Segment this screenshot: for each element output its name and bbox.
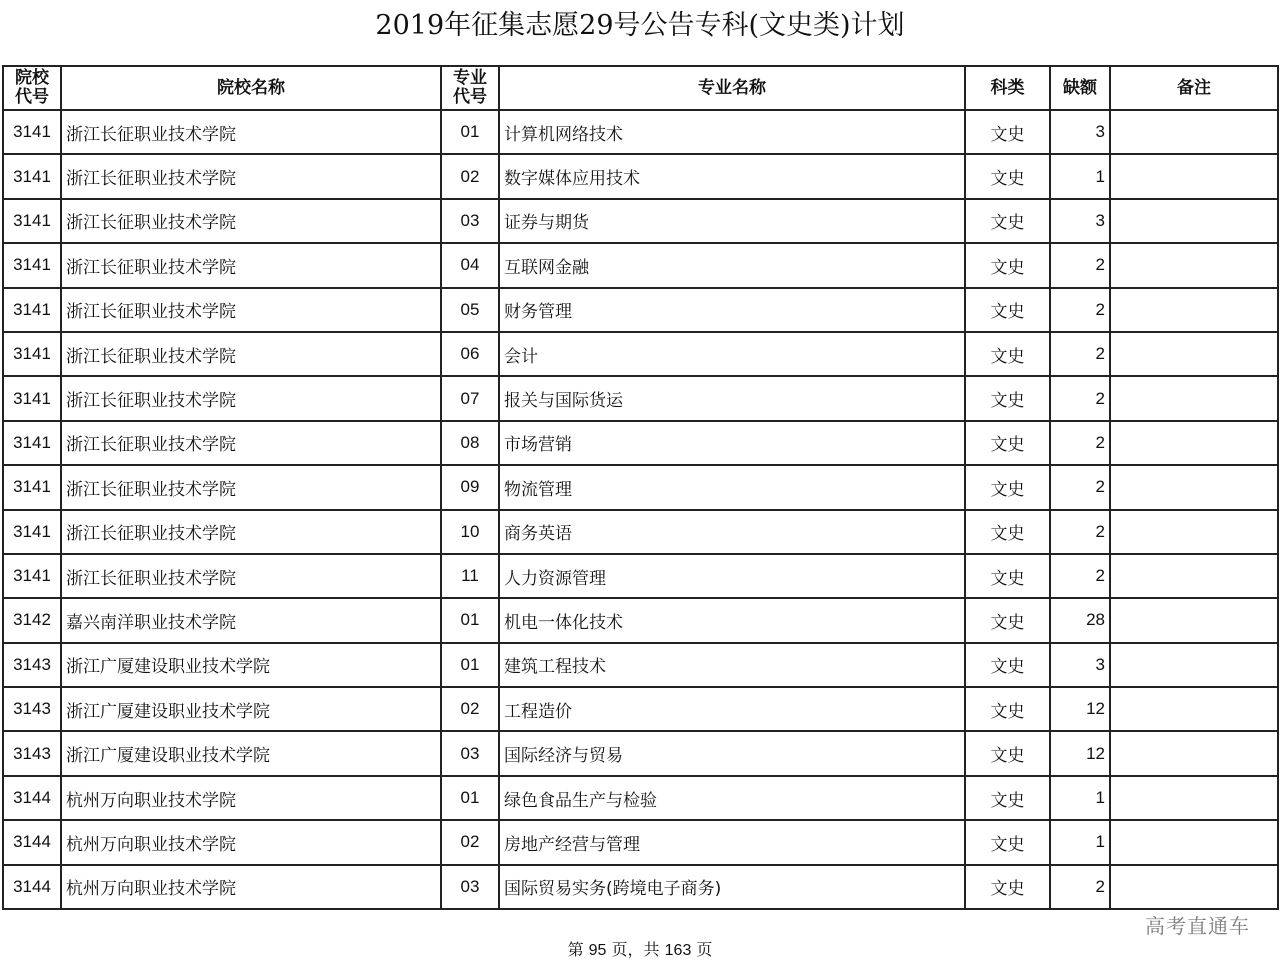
- cell-school-code: 3141: [3, 554, 61, 598]
- cell-school-name: 浙江广厦建设职业技术学院: [61, 687, 441, 731]
- cell-major-name: 市场营销: [499, 421, 965, 465]
- cell-school-name: 杭州万向职业技术学院: [61, 776, 441, 820]
- header-major-code-line1: 专业: [453, 68, 487, 88]
- cell-major-code: 05: [441, 288, 499, 332]
- cell-school-name: 浙江长征职业技术学院: [61, 110, 441, 154]
- cell-school-name: 浙江广厦建设职业技术学院: [61, 643, 441, 687]
- cell-major-name: 计算机网络技术: [499, 110, 965, 154]
- cell-remarks: [1110, 421, 1278, 465]
- cell-major-code: 02: [441, 154, 499, 198]
- cell-school-code: 3141: [3, 510, 61, 554]
- cell-quota: 2: [1050, 510, 1110, 554]
- plan-table: [2, 65, 1279, 910]
- cell-school-code: 3144: [3, 865, 61, 909]
- cell-category: 文史: [965, 510, 1050, 554]
- table-row: [3, 643, 1278, 687]
- cell-major-name: 互联网金融: [499, 243, 965, 287]
- cell-major-code: 10: [441, 510, 499, 554]
- cell-school-name: 浙江长征职业技术学院: [61, 288, 441, 332]
- cell-quota: 2: [1050, 332, 1110, 376]
- cell-school-name: 浙江长征职业技术学院: [61, 554, 441, 598]
- cell-remarks: [1110, 465, 1278, 509]
- cell-quota: 1: [1050, 776, 1110, 820]
- cell-school-code: 3143: [3, 643, 61, 687]
- cell-major-code: 02: [441, 687, 499, 731]
- cell-school-code: 3141: [3, 288, 61, 332]
- cell-major-code: 08: [441, 421, 499, 465]
- cell-major-name: 机电一体化技术: [499, 598, 965, 642]
- cell-category: 文史: [965, 598, 1050, 642]
- cell-category: 文史: [965, 776, 1050, 820]
- cell-major-code: 06: [441, 332, 499, 376]
- cell-school-name: 浙江长征职业技术学院: [61, 154, 441, 198]
- cell-major-code: 11: [441, 554, 499, 598]
- table-row: [3, 465, 1278, 509]
- cell-school-code: 3144: [3, 776, 61, 820]
- cell-school-name: 浙江长征职业技术学院: [61, 510, 441, 554]
- cell-quota: 1: [1050, 820, 1110, 864]
- cell-category: 文史: [965, 465, 1050, 509]
- table-row: [3, 288, 1278, 332]
- cell-quota: 2: [1050, 865, 1110, 909]
- cell-remarks: [1110, 243, 1278, 287]
- cell-school-code: 3141: [3, 199, 61, 243]
- table-row: [3, 376, 1278, 420]
- table-row: [3, 598, 1278, 642]
- cell-major-name: 证券与期货: [499, 199, 965, 243]
- table-row: [3, 820, 1278, 864]
- table-row: [3, 243, 1278, 287]
- cell-school-code: 3141: [3, 154, 61, 198]
- cell-school-name: 嘉兴南洋职业技术学院: [61, 598, 441, 642]
- cell-remarks: [1110, 376, 1278, 420]
- cell-school-code: 3144: [3, 820, 61, 864]
- cell-school-code: 3141: [3, 421, 61, 465]
- cell-major-name: 会计: [499, 332, 965, 376]
- cell-major-code: 07: [441, 376, 499, 420]
- cell-school-code: 3141: [3, 243, 61, 287]
- cell-category: 文史: [965, 243, 1050, 287]
- cell-category: 文史: [965, 376, 1050, 420]
- cell-major-name: 国际经济与贸易: [499, 731, 965, 775]
- cell-quota: 12: [1050, 731, 1110, 775]
- cell-school-code: 3141: [3, 465, 61, 509]
- cell-major-code: 01: [441, 776, 499, 820]
- cell-school-name: 浙江广厦建设职业技术学院: [61, 731, 441, 775]
- cell-major-name: 国际贸易实务(跨境电子商务): [499, 865, 965, 909]
- cell-major-name: 报关与国际货运: [499, 376, 965, 420]
- table-row: [3, 110, 1278, 154]
- header-category: 科类: [965, 66, 1050, 110]
- table-row: [3, 865, 1278, 909]
- cell-school-name: 浙江长征职业技术学院: [61, 465, 441, 509]
- cell-school-name: 浙江长征职业技术学院: [61, 376, 441, 420]
- header-school-code-line2: 代号: [15, 87, 49, 107]
- cell-category: 文史: [965, 332, 1050, 376]
- table-row: [3, 776, 1278, 820]
- table-row: [3, 421, 1278, 465]
- cell-major-name: 物流管理: [499, 465, 965, 509]
- cell-remarks: [1110, 598, 1278, 642]
- footer-total-pages: 163: [664, 942, 692, 959]
- cell-category: 文史: [965, 643, 1050, 687]
- cell-remarks: [1110, 554, 1278, 598]
- cell-quota: 2: [1050, 288, 1110, 332]
- cell-category: 文史: [965, 288, 1050, 332]
- cell-remarks: [1110, 199, 1278, 243]
- cell-quota: 2: [1050, 376, 1110, 420]
- cell-category: 文史: [965, 421, 1050, 465]
- table-row: [3, 687, 1278, 731]
- footer-middle: 页，共: [606, 940, 665, 959]
- cell-major-name: 商务英语: [499, 510, 965, 554]
- cell-school-code: 3141: [3, 332, 61, 376]
- cell-school-code: 3143: [3, 731, 61, 775]
- table-header: [3, 66, 1278, 110]
- cell-category: 文史: [965, 820, 1050, 864]
- cell-quota: 12: [1050, 687, 1110, 731]
- table-row: [3, 332, 1278, 376]
- cell-school-name: 杭州万向职业技术学院: [61, 820, 441, 864]
- cell-major-name: 数字媒体应用技术: [499, 154, 965, 198]
- cell-quota: 2: [1050, 421, 1110, 465]
- cell-major-code: 09: [441, 465, 499, 509]
- cell-major-code: 04: [441, 243, 499, 287]
- header-school-code: [3, 66, 61, 110]
- cell-major-name: 建筑工程技术: [499, 643, 965, 687]
- cell-remarks: [1110, 865, 1278, 909]
- cell-quota: 3: [1050, 643, 1110, 687]
- table-body: [3, 110, 1278, 909]
- cell-remarks: [1110, 154, 1278, 198]
- header-major-code: [441, 66, 499, 110]
- header-major-name: 专业名称: [499, 66, 965, 110]
- cell-major-name: 房地产经营与管理: [499, 820, 965, 864]
- header-major-code-line2: 代号: [453, 87, 487, 107]
- cell-major-code: 01: [441, 110, 499, 154]
- cell-major-code: 01: [441, 643, 499, 687]
- cell-quota: 2: [1050, 554, 1110, 598]
- cell-school-name: 浙江长征职业技术学院: [61, 243, 441, 287]
- cell-remarks: [1110, 510, 1278, 554]
- cell-remarks: [1110, 643, 1278, 687]
- cell-major-code: 01: [441, 598, 499, 642]
- footer-prefix: 第: [567, 940, 589, 959]
- cell-quota: 1: [1050, 154, 1110, 198]
- cell-major-code: 03: [441, 731, 499, 775]
- cell-category: 文史: [965, 110, 1050, 154]
- header-row: [3, 66, 1278, 110]
- cell-quota: 28: [1050, 598, 1110, 642]
- cell-school-code: 3143: [3, 687, 61, 731]
- cell-school-name: 杭州万向职业技术学院: [61, 865, 441, 909]
- cell-school-name: 浙江长征职业技术学院: [61, 199, 441, 243]
- cell-quota: 2: [1050, 243, 1110, 287]
- header-quota: 缺额: [1050, 66, 1110, 110]
- page-title: 2019年征集志愿29号公告专科(文史类)计划: [375, 10, 905, 41]
- cell-category: 文史: [965, 687, 1050, 731]
- cell-major-name: 财务管理: [499, 288, 965, 332]
- header-school-name: 院校名称: [61, 66, 441, 110]
- cell-quota: 3: [1050, 199, 1110, 243]
- cell-major-name: 绿色食品生产与检验: [499, 776, 965, 820]
- header-remarks: 备注: [1110, 66, 1278, 110]
- table-row: [3, 199, 1278, 243]
- cell-category: 文史: [965, 865, 1050, 909]
- table-row: [3, 510, 1278, 554]
- cell-remarks: [1110, 288, 1278, 332]
- cell-school-code: 3141: [3, 110, 61, 154]
- cell-remarks: [1110, 110, 1278, 154]
- cell-school-name: 浙江长征职业技术学院: [61, 332, 441, 376]
- page-footer: [0, 937, 1280, 960]
- cell-major-code: 03: [441, 199, 499, 243]
- cell-major-name: 人力资源管理: [499, 554, 965, 598]
- cell-quota: 2: [1050, 465, 1110, 509]
- cell-category: 文史: [965, 199, 1050, 243]
- cell-major-code: 03: [441, 865, 499, 909]
- cell-remarks: [1110, 332, 1278, 376]
- cell-remarks: [1110, 820, 1278, 864]
- cell-category: 文史: [965, 731, 1050, 775]
- cell-category: 文史: [965, 554, 1050, 598]
- cell-remarks: [1110, 731, 1278, 775]
- table-row: [3, 731, 1278, 775]
- table-row: [3, 154, 1278, 198]
- footer-suffix: 页: [691, 940, 713, 959]
- footer-page-number: 95: [588, 942, 607, 959]
- cell-remarks: [1110, 776, 1278, 820]
- cell-school-name: 浙江长征职业技术学院: [61, 421, 441, 465]
- cell-quota: 3: [1050, 110, 1110, 154]
- cell-school-code: 3141: [3, 376, 61, 420]
- header-school-code-line1: 院校: [15, 68, 49, 88]
- cell-remarks: [1110, 687, 1278, 731]
- table-row: [3, 554, 1278, 598]
- watermark-text: 高考直通车: [1145, 914, 1250, 938]
- cell-major-name: 工程造价: [499, 687, 965, 731]
- cell-category: 文史: [965, 154, 1050, 198]
- cell-school-code: 3142: [3, 598, 61, 642]
- cell-major-code: 02: [441, 820, 499, 864]
